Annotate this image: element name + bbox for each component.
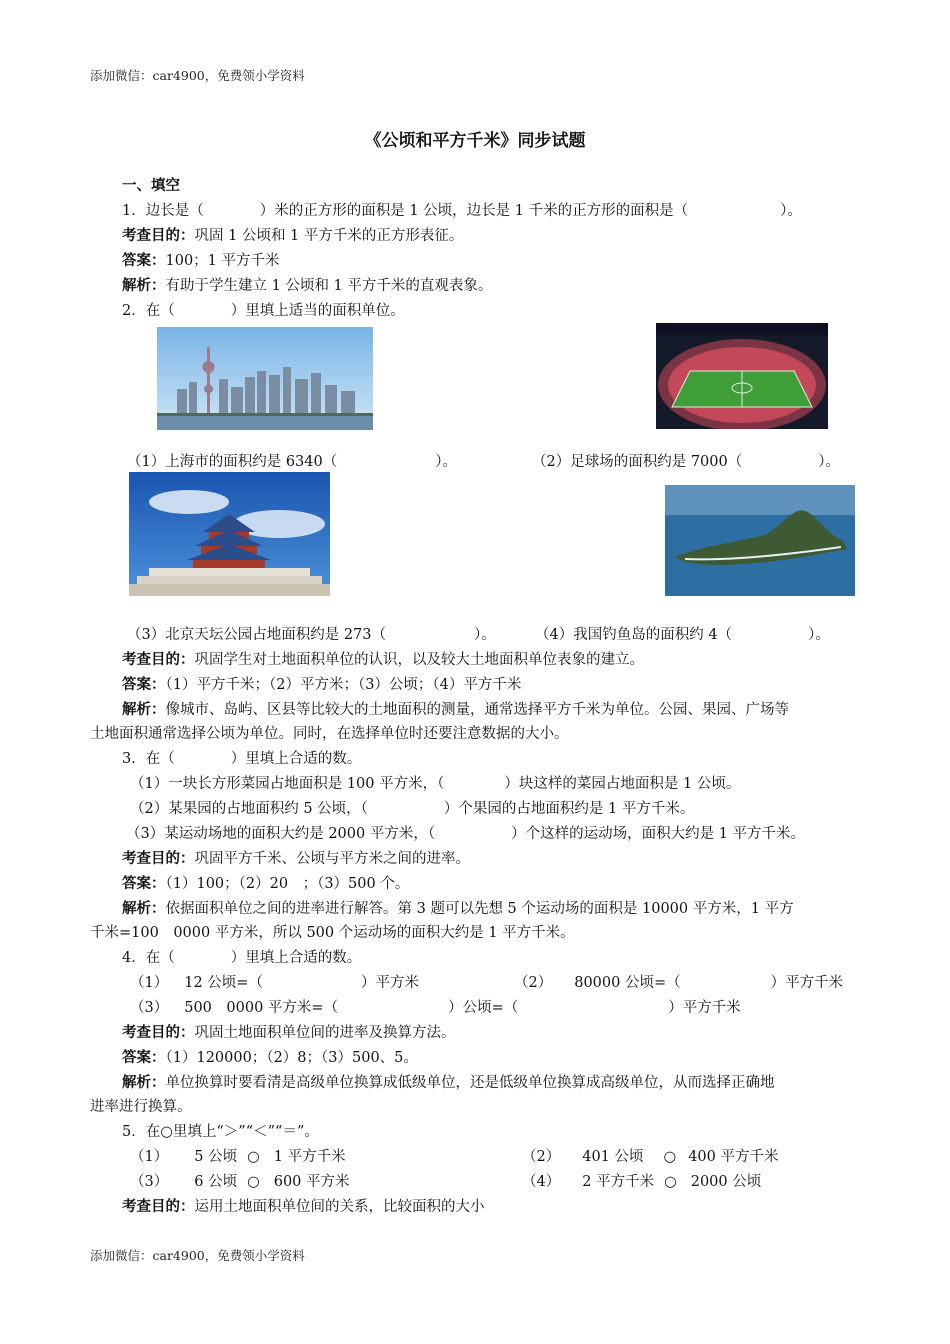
q5-item-1: （1） 5 公顷 ○ 1 平方千米: [130, 1149, 346, 1165]
q4-aim: 考查目的：巩固土地面积单位间的进率及换算方法。: [122, 1025, 456, 1041]
q3-explanation: 解析：依据面积单位之间的进率进行解答。第 3 题可以先想 5 个运动场的面积是 10000 平方米，1 平方: [122, 901, 794, 917]
q5-item-3: （3） 6 公顷 ○ 600 平方米: [130, 1174, 350, 1190]
q4-item-3: （3） 500 0000 平方米=（ ）公顷=（ ）平方千米: [130, 1000, 741, 1016]
q2-item-2: （2）足球场的面积约是 7000（ ）。: [532, 454, 840, 470]
temple-of-heaven-image: [129, 472, 330, 596]
shanghai-skyline-image: [157, 327, 373, 430]
q2-item-1: （1）上海市的面积约是 6340（ ）。: [127, 454, 457, 470]
q4-explanation: 解析：单位换算时要看清是高级单位换算成低级单位，还是低级单位换算成高级单位，从而选择正确地: [122, 1075, 775, 1091]
q2-aim: 考查目的：巩固学生对土地面积单位的认识，以及较大土地面积单位表象的建立。: [122, 652, 644, 668]
q3-item-2: （2）某果园的占地面积约 5 公顷，（ ）个果园的占地面积约是 1 平方千米。: [130, 801, 695, 817]
q5-item-2: （2） 401 公顷 ○ 400 平方千米: [522, 1149, 779, 1165]
footer-note: 添加微信：car4900，免费领小学资料: [90, 1248, 305, 1263]
q3-explanation-cont: 千米=100 0000 平方米，所以 500 个运动场的面积大约是 1 平方千米。: [90, 925, 575, 941]
q3-item-1: （1）一块长方形菜园占地面积是 100 平方米，（ ）块这样的菜园占地面积是 1 公顷。: [130, 776, 741, 792]
header-note: 添加微信：car4900，免费领小学资料: [90, 68, 305, 83]
q2-explanation-cont: 土地面积通常选择公顷为单位。同时，在选择单位时还要注意数据的大小。: [90, 726, 569, 742]
q3-item-3: （3）某运动场地的面积大约是 2000 平方米，（ ）个这样的运动场，面积大约是 1 平方千米。: [126, 826, 806, 842]
q1-explanation: 解析：有助于学生建立 1 公顷和 1 平方千米的直观表象。: [122, 278, 493, 294]
q3-answer: 答案：（1）100；（2）20 ；（3）500 个。: [122, 876, 410, 892]
q5-aim: 考查目的：运用土地面积单位间的关系，比较面积的大小: [122, 1199, 485, 1215]
q4-text: 4．在（ ）里填上合适的数。: [122, 950, 362, 966]
diaoyu-island-image: [665, 485, 855, 596]
q2-explanation: 解析：像城市、岛屿、区县等比较大的土地面积的测量，通常选择平方千米为单位。公园、果园、广场等: [122, 702, 789, 718]
q3-aim: 考查目的：巩固平方千米、公顷与平方米之间的进率。: [122, 851, 470, 867]
q2-item-3: （3）北京天坛公园占地面积约是 273（ ）。: [127, 627, 496, 643]
football-stadium-image: [656, 323, 828, 429]
q1-text: 1．边长是（ ）米的正方形的面积是 1 公顷，边长是 1 千米的正方形的面积是（ ）。: [122, 203, 802, 219]
q4-item-2: （2） 80000 公顷=（ ）平方千米: [514, 975, 844, 991]
section-heading: 一、填空: [122, 178, 180, 194]
q5-item-4: （4） 2 平方千米 ○ 2000 公顷: [522, 1174, 762, 1190]
q3-text: 3．在（ ）里填上合适的数。: [122, 751, 362, 767]
q2-text: 2．在（ ）里填上适当的面积单位。: [122, 303, 405, 319]
q4-answer: 答案：（1）120000；（2）8；（3）500、5。: [122, 1050, 418, 1066]
q5-text: 5．在○里填上“＞”“＜”“＝”。: [122, 1124, 319, 1140]
page-title: 《公顷和平方千米》同步试题: [364, 131, 586, 151]
q4-item-1: （1） 12 公顷=（ ）平方米: [130, 975, 419, 991]
q1-answer: 答案：100；1 平方千米: [122, 253, 280, 269]
q1-aim: 考查目的：巩固 1 公顷和 1 平方千米的正方形表征。: [122, 228, 464, 244]
q4-explanation-cont: 进率进行换算。: [90, 1099, 192, 1115]
q2-answer: 答案：（1）平方千米；（2）平方米；（3）公顷；（4）平方千米: [122, 677, 522, 693]
q2-item-4: （4）我国钓鱼岛的面积约 4（ ）。: [535, 627, 830, 643]
